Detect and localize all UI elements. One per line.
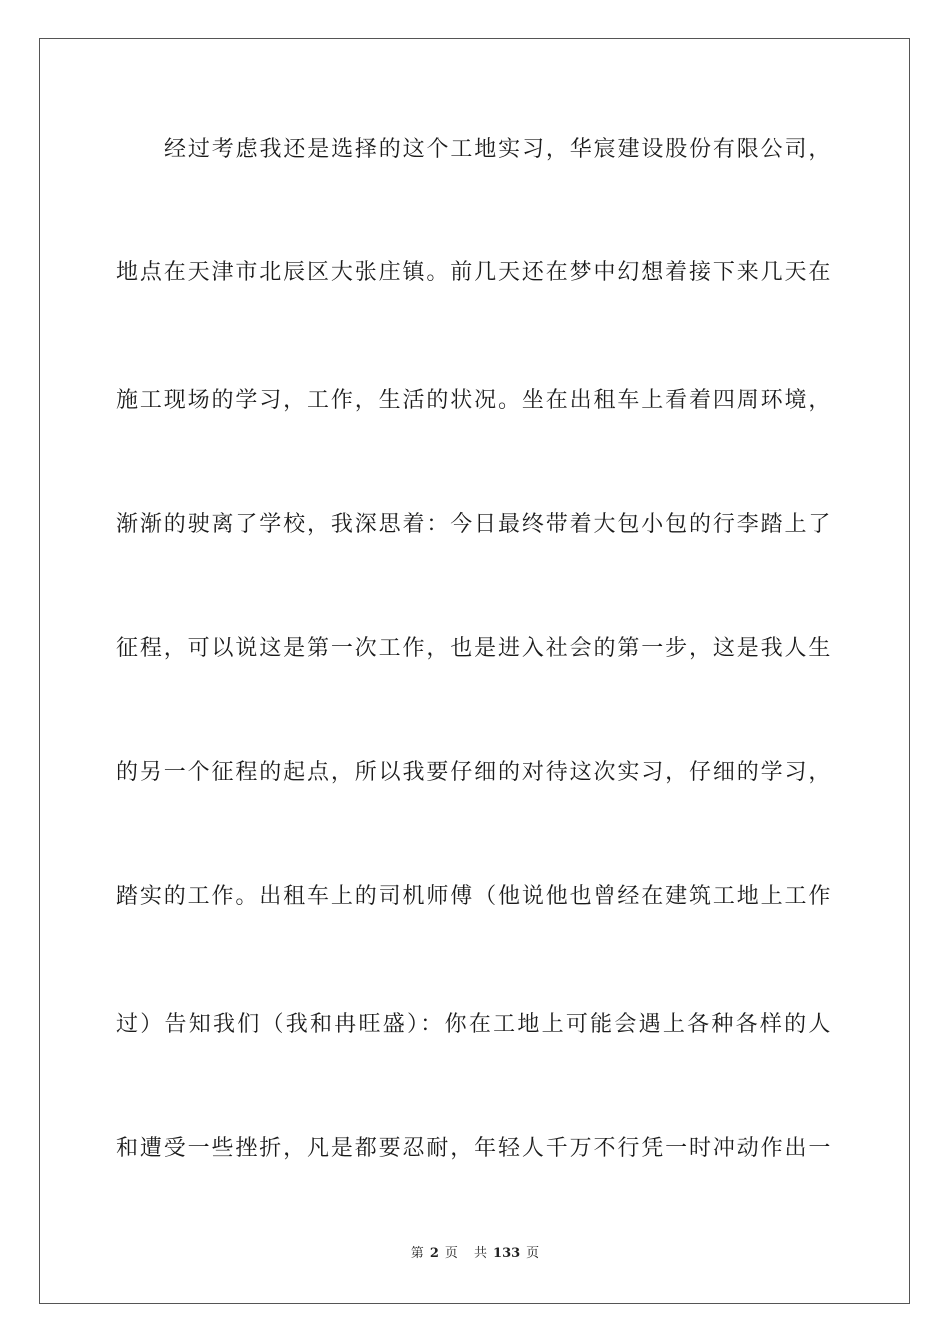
page-prefix: 第 — [410, 1246, 424, 1261]
paragraph-line: 征程，可以说这是第一次工作，也是进入社会的第一步，这是我人生 — [116, 636, 832, 661]
paragraph-line: 地点在天津市北辰区大张庄镇。前几天还在梦中幻想着接下来几天在 — [116, 260, 832, 285]
paragraph-line: 踏实的工作。出租车上的司机师傅（他说他也曾经在建筑工地上工作 — [116, 884, 832, 909]
page-footer — [0, 1245, 950, 1263]
paragraph-line: 渐渐的驶离了学校，我深思着：今日最终带着大包小包的行李踏上了 — [116, 512, 832, 537]
page-indicator — [408, 1246, 461, 1261]
page-suffix: 页 — [444, 1246, 458, 1261]
total-prefix: 共 — [474, 1246, 488, 1261]
page-border — [39, 38, 910, 1304]
total-suffix: 页 — [526, 1246, 540, 1261]
paragraph-line: 施工现场的学习，工作，生活的状况。坐在出租车上看着四周环境， — [116, 388, 832, 413]
paragraph-line: 的另一个征程的起点，所以我要仔细的对待这次实习，仔细的学习， — [116, 760, 832, 785]
page-number: 2 — [429, 1246, 439, 1261]
total-indicator — [471, 1246, 542, 1261]
paragraph-line: 和遭受一些挫折，凡是都要忍耐，年轻人千万不行凭一时冲动作出一 — [116, 1136, 832, 1161]
total-pages: 133 — [493, 1246, 521, 1261]
paragraph-line: 过）告知我们（我和冉旺盛）：你在工地上可能会遇上各种各样的人 — [116, 1012, 832, 1037]
paragraph-line: 经过考虑我还是选择的这个工地实习，华宸建设股份有限公司， — [164, 137, 832, 162]
